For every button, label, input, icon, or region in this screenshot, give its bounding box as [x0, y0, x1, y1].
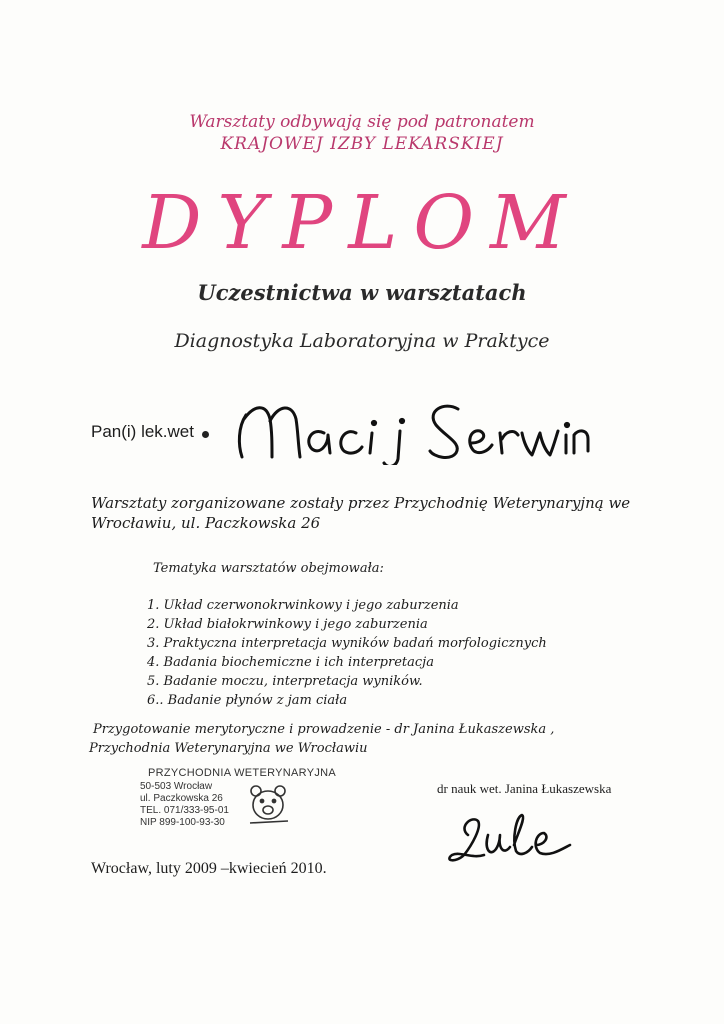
subtitle-workshop-name: Diagnostyka Laboratoryjna w Praktyce	[174, 330, 550, 352]
organizer-line-1: Warsztaty zorganizowane zostały przez Przychodnię Weterynaryjną we	[91, 494, 631, 512]
stamp-line-street: ul. Paczkowska 26	[140, 793, 223, 804]
recipient-name	[232, 385, 592, 465]
patronage-line-2: KRAJOWEJ IZBY LEKARSKIEJ	[220, 134, 504, 154]
stamp-line-postcode: 50-503 Wrocław	[140, 781, 213, 792]
stamp-line-clinic: PRZYCHODNIA WETERYNARYJNA	[148, 767, 337, 779]
bear-logo-icon	[244, 781, 292, 829]
stamp-line-nip: NIP 899-100-93-30	[140, 817, 225, 828]
topic-item-3: 3. Praktyczna interpretacja wyników badań morfologicznych	[147, 636, 547, 651]
topics-header: Tematyka warsztatów obejmowała:	[153, 561, 384, 576]
place-and-date: Wrocław, luty 2009 –kwiecień 2010.	[91, 860, 327, 877]
handwritten-name-drawing	[232, 385, 592, 465]
signer-name: dr nauk wet. Janina Łukaszewska	[437, 781, 612, 796]
topic-item-4: 4. Badania biochemiczne i ich interpretacja	[147, 655, 434, 670]
topic-item-2: 2. Układ białokrwinkowy i jego zaburzenia	[147, 617, 428, 632]
handwritten-signature-drawing	[438, 805, 618, 875]
topic-item-1: 1. Układ czerwonokrwinkowy i jego zaburzenia	[147, 598, 459, 613]
stamp-line-phone: TEL. 071/333-95-01	[140, 805, 229, 816]
preparation-line-2: Przychodnia Weterynaryjna we Wrocławiu	[89, 741, 368, 756]
diploma-title: DYPLOM	[142, 180, 582, 266]
preparation-line-1: Przygotowanie merytoryczne i prowadzenie - dr Janina Łukaszewska ,	[93, 722, 555, 737]
recipient-label: Pan(i) lek.wet	[91, 422, 194, 441]
organizer-line-2: Wrocławiu, ul. Paczkowska 26	[91, 514, 321, 532]
recipient-label-dot	[202, 431, 209, 438]
clinic-stamp	[140, 767, 337, 839]
signature	[438, 805, 618, 875]
topic-item-6: 6.. Badanie płynów z jam ciała	[147, 693, 348, 708]
topic-item-5: 5. Badanie moczu, interpretacja wyników.	[147, 674, 423, 689]
subtitle-participation: Uczestnictwa w warsztatach	[197, 280, 527, 305]
patronage-line-1: Warsztaty odbywają się pod patronatem	[189, 112, 535, 132]
